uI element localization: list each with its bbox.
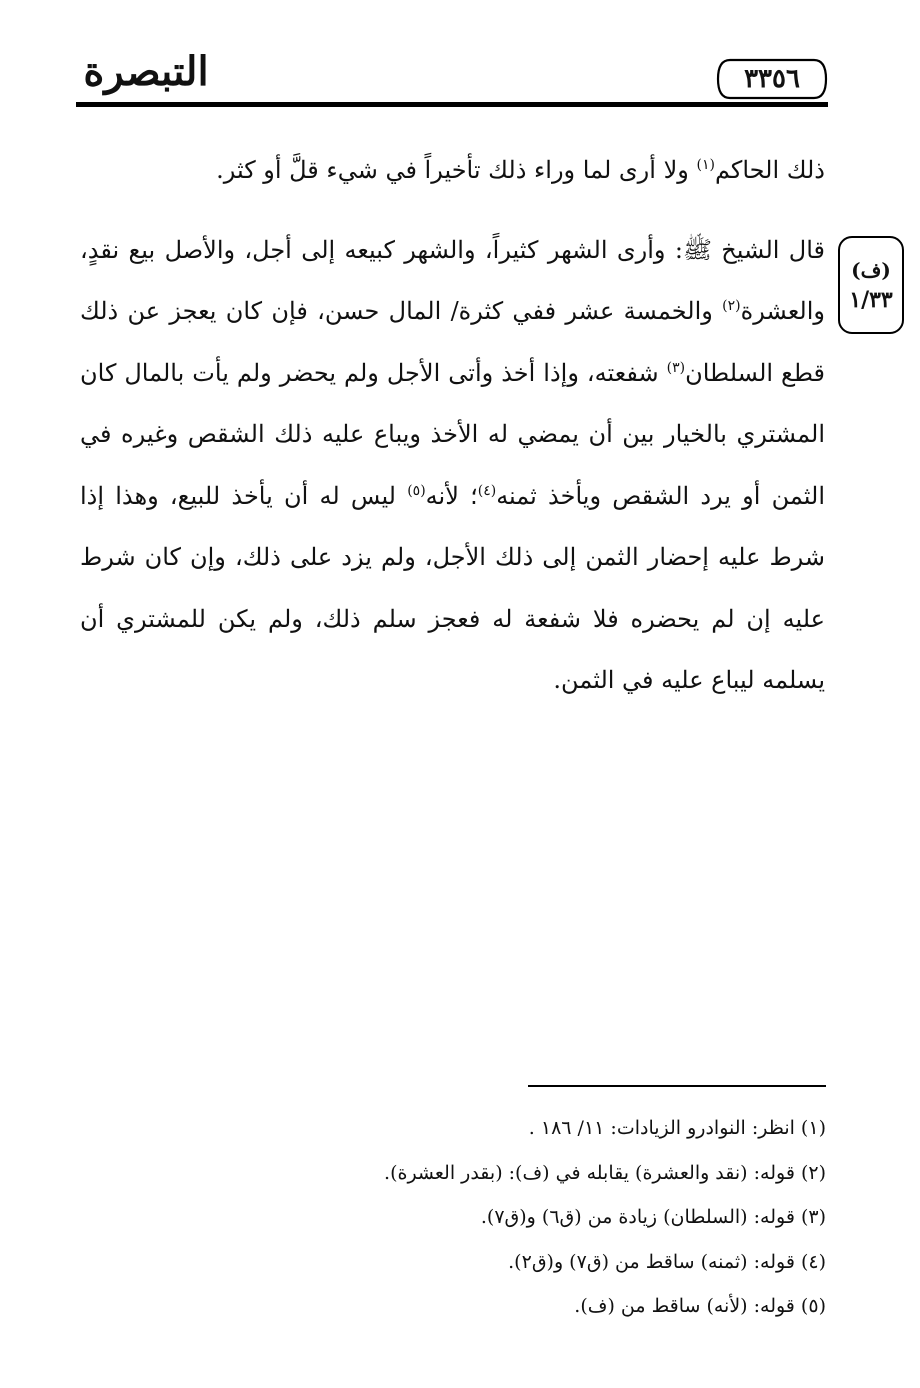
footnote-5: (٥) قوله: (لأنه) ساقط من (ف).	[574, 1295, 826, 1317]
page-number-badge	[716, 58, 828, 100]
page-number: ٣٣٥٦	[744, 64, 800, 94]
margin-note-folio: ١/٣٣	[849, 287, 893, 313]
text-segment: ليس له أن يأخذ للبيع، وهذا إذا شرط عليه إحضار الثمن إلى ذلك الأجل، ولم يزد على ذلك، وإن كان شرط عليه إن لم يحضره فلا شفعة له فعجز سلم ذلك، ولم يكن للمشتري أن يسلمه ليباع عليه في الثمن.	[80, 481, 825, 694]
footnote-ref-2[interactable]: (٢)	[722, 298, 741, 314]
footnotes	[300, 1106, 826, 1329]
text-segment: ذلك الحاكم	[714, 156, 825, 184]
running-title: التبصرة	[83, 48, 209, 95]
margin-note	[838, 236, 904, 334]
text-segment: ولا أرى لما وراء ذلك تأخيراً في شيء قلَّ أو كثر.	[216, 156, 697, 184]
header-rule	[76, 102, 828, 107]
footnote-4: (٤) قوله: (ثمنه) ساقط من (ق٧) و(ق٢).	[508, 1250, 826, 1273]
margin-note-manuscript: (ف)	[851, 258, 891, 282]
text-segment: ؛ لأنه	[425, 481, 478, 510]
text-segment: قال الشيخ ﷺ: وأرى الشهر كثيراً، والشهر كبيعه إلى أجل، والأصل بيع نقدٍ، والعشرة	[80, 235, 825, 325]
footnote-ref-3[interactable]: (٣)	[666, 359, 686, 376]
footnote-ref-4[interactable]: (٤)	[477, 482, 497, 499]
footnote-separator	[528, 1085, 826, 1087]
text-segment: والخمسة عشر ففي كثرة/ المال حسن، فإن كان يعجز عن ذلك قطع السلطان	[80, 297, 825, 387]
paragraph-1	[80, 140, 825, 202]
footnote-2: (٢) قوله: (نقد والعشرة) يقابله في (ف): (بقدر العشرة).	[384, 1161, 826, 1184]
footnote-1: (١) انظر: النوادرو الزيادات: ١١/ ١٨٦ .	[528, 1117, 826, 1139]
footnote-3: (٣) قوله: (السلطان) زيادة من (ق٦) و(ق٧).	[480, 1206, 826, 1228]
main-text	[80, 140, 825, 712]
paragraph-2	[80, 220, 825, 712]
text-segment: شفعته، وإذا أخذ وأتى الأجل ولم يحضر ولم يأت بالمال كان المشتري بالخيار بين أن يمضي له الأخذ ويباع عليه ذلك الشقص وغيره في الثمن أو يرد الشقص ويأخذ ثمنه	[80, 358, 825, 510]
footnote-ref-1[interactable]: (١)	[696, 157, 715, 173]
footnote-ref-5[interactable]: (٥)	[407, 482, 426, 499]
